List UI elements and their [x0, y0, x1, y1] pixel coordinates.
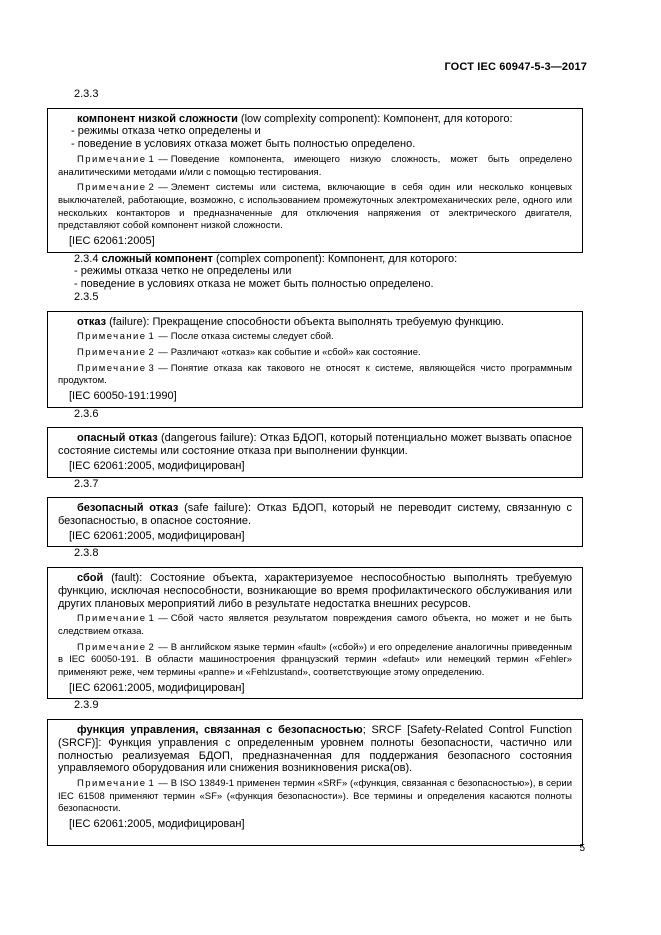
term-label: опасный отказ [77, 432, 158, 445]
definition-note [58, 154, 572, 179]
clause-number-2-3-7: 2.3.7 [74, 477, 99, 490]
note-dash: — [158, 346, 168, 358]
note-text: В английском языке термин «fault» («сбой») и его определение аналогичны приведенным в IEC 60050-191. В области машиностроения французский термин «defaut» или немецкий термин «Fehler» применяют реже, чем термины «panne» и «Fehlzustand», соответствующие этому определению. [58, 641, 572, 679]
note-label: Примечание [77, 777, 147, 789]
definition-source: [IEC 62061:2005, модифицирован] [69, 681, 245, 694]
document-body [47, 88, 583, 846]
clause-number-2-3-3: 2.3.3 [74, 88, 99, 100]
definition-text [58, 113, 572, 126]
note-text: Различают «отказ» как событие и «сбой» как состояние. [170, 346, 421, 358]
definition-source: [IEC 62061:2005, модифицирован] [69, 818, 245, 831]
definition-note [58, 642, 572, 680]
definition-body: (low complexity component): Компонент, для которого: [237, 112, 513, 125]
definition-body: (dangerous failure): Отказ БДОП, который потенциально может вызвать опасное состояние системы или состояние отказа при выполнении функции. [58, 432, 572, 458]
document-standard-header: ГОСТ IEC 60947-5-3—2017 [444, 61, 587, 73]
note-text: После отказа системы следует сбой. [170, 331, 334, 343]
note-label: Примечание [77, 641, 147, 653]
note-text: Поведение компонента, имеющего низкую сложность, может быть определено аналитическими методами и/или с помощью тестирования. [58, 153, 572, 178]
definition-source: [IEC 62061:2005] [69, 235, 155, 248]
note-text: Сбой часто является результатом повреждения самого объекта, но может и не быть следствием отказа. [58, 613, 572, 637]
definition-note [58, 363, 572, 388]
definition-text [58, 724, 572, 775]
definition-text [58, 502, 572, 527]
note-number: 2 [148, 641, 155, 653]
definition-box-2-3-7 [47, 497, 583, 547]
term-label: функция управления, связанная с безопасностью [77, 724, 363, 737]
definition-source: [IEC 62061:2005, модифицирован] [69, 459, 245, 472]
clause-2-3-4 [47, 253, 583, 266]
definition-box-2-3-9 [47, 719, 583, 846]
note-number: 2 [148, 346, 155, 358]
note-dash: — [158, 362, 168, 374]
note-label: Примечание [77, 182, 147, 194]
definition-bullet: - режимы отказа четко не определены или [74, 265, 292, 278]
definition-body: ; SRCF [Safety-Related Control Function (SRCF)]: Функция управления с определенным уровнем полноты безопасности, частично или полностью реализуемая БДОП, предназначенная для поддержания безопасного состояния управляемого оборудования или снижения возникновения риска(ов). [58, 724, 572, 775]
definition-body: (fault): Состояние объекта, характеризуемое неспособностью выполнять требуемую функцию, исключая неспособности, возникающие во время профилактического обслуживания или других плановых мероприятий либо в результате недостатка внешних ресурсов. [58, 572, 572, 610]
definition-body: (failure): Прекращение способности объекта выполнять требуемую функцию. [106, 315, 504, 328]
definition-box-2-3-6 [47, 427, 583, 477]
definition-note [58, 778, 572, 816]
clause-number-2-3-5: 2.3.5 [74, 290, 99, 303]
definition-text [58, 432, 572, 457]
clause-number-2-3-9: 2.3.9 [74, 699, 99, 712]
definition-note [58, 331, 572, 344]
note-number: 1 [148, 153, 155, 165]
note-text: В ISO 13849-1 применен термин «SRF» («функция, связанная с безопасностью»), в серии IEC 61508 применяют термин «SF» («функция безопасности»). Все термины и определения касаются полноты безопасности. [58, 777, 572, 815]
definition-bullet: - поведение в условиях отказа может быть полностью определено. [71, 138, 416, 151]
definition-box-2-3-8 [47, 567, 583, 699]
definition-source: [IEC 62061:2005, модифицирован] [69, 529, 245, 542]
term-label: сбой [77, 572, 104, 585]
note-label: Примечание [77, 613, 147, 625]
term-label: безопасный отказ [77, 502, 179, 515]
definition-note [58, 613, 572, 638]
clause-number-2-3-8: 2.3.8 [74, 547, 99, 560]
note-dash: — [158, 613, 168, 625]
definition-source: [IEC 60050-191:1990] [69, 390, 177, 403]
note-text: Понятие отказа как такового не относят к системе, являющейся чисто программным продуктом. [58, 362, 572, 387]
definition-text [58, 572, 572, 610]
note-label: Примечание [77, 153, 147, 165]
definition-box-2-3-5 [47, 311, 583, 408]
term-label: сложный компонент [101, 252, 213, 265]
note-dash: — [158, 153, 168, 165]
note-label: Примечание [77, 346, 147, 358]
note-label: Примечание [77, 331, 147, 343]
note-number: 2 [148, 182, 155, 194]
definition-box-2-3-3 [47, 108, 583, 253]
definition-body: (complex component): Компонент, для которого: [212, 252, 458, 265]
term-label: компонент низкой сложности [77, 112, 238, 125]
definition-note [58, 182, 572, 233]
note-label: Примечание [77, 362, 147, 374]
clause-number-2-3-6: 2.3.6 [74, 407, 99, 420]
note-number: 1 [148, 613, 155, 625]
definition-bullet: - режимы отказа четко определены и [71, 125, 261, 138]
note-number: 1 [148, 331, 155, 343]
note-dash: — [158, 641, 168, 653]
note-text: Элемент системы или система, включающие в себя один или несколько концевых выключателей, работающие, возможно, с использованием промежуточных электромеханических реле, одного или нескольких контакторов и предназначенные для отключения напряжения от электрического двигателя, представляют собой компонент низкой сложности. [58, 182, 572, 232]
note-dash: — [158, 777, 168, 789]
note-number: 3 [148, 362, 155, 374]
definition-text [58, 316, 572, 329]
note-dash: — [158, 331, 168, 343]
definition-bullet: - поведение в условиях отказа не может быть полностью определено. [74, 278, 434, 291]
term-label: отказ [77, 315, 107, 328]
clause-number-2-3-4: 2.3.4 [74, 252, 99, 265]
note-number: 1 [148, 777, 155, 789]
note-dash: — [158, 182, 168, 194]
definition-body: (safe failure): Отказ БДОП, который не переводит систему, связанную с безопасностью, в опасное состояние. [58, 502, 572, 527]
page-number: 5 [579, 843, 585, 854]
definition-note [58, 347, 572, 360]
